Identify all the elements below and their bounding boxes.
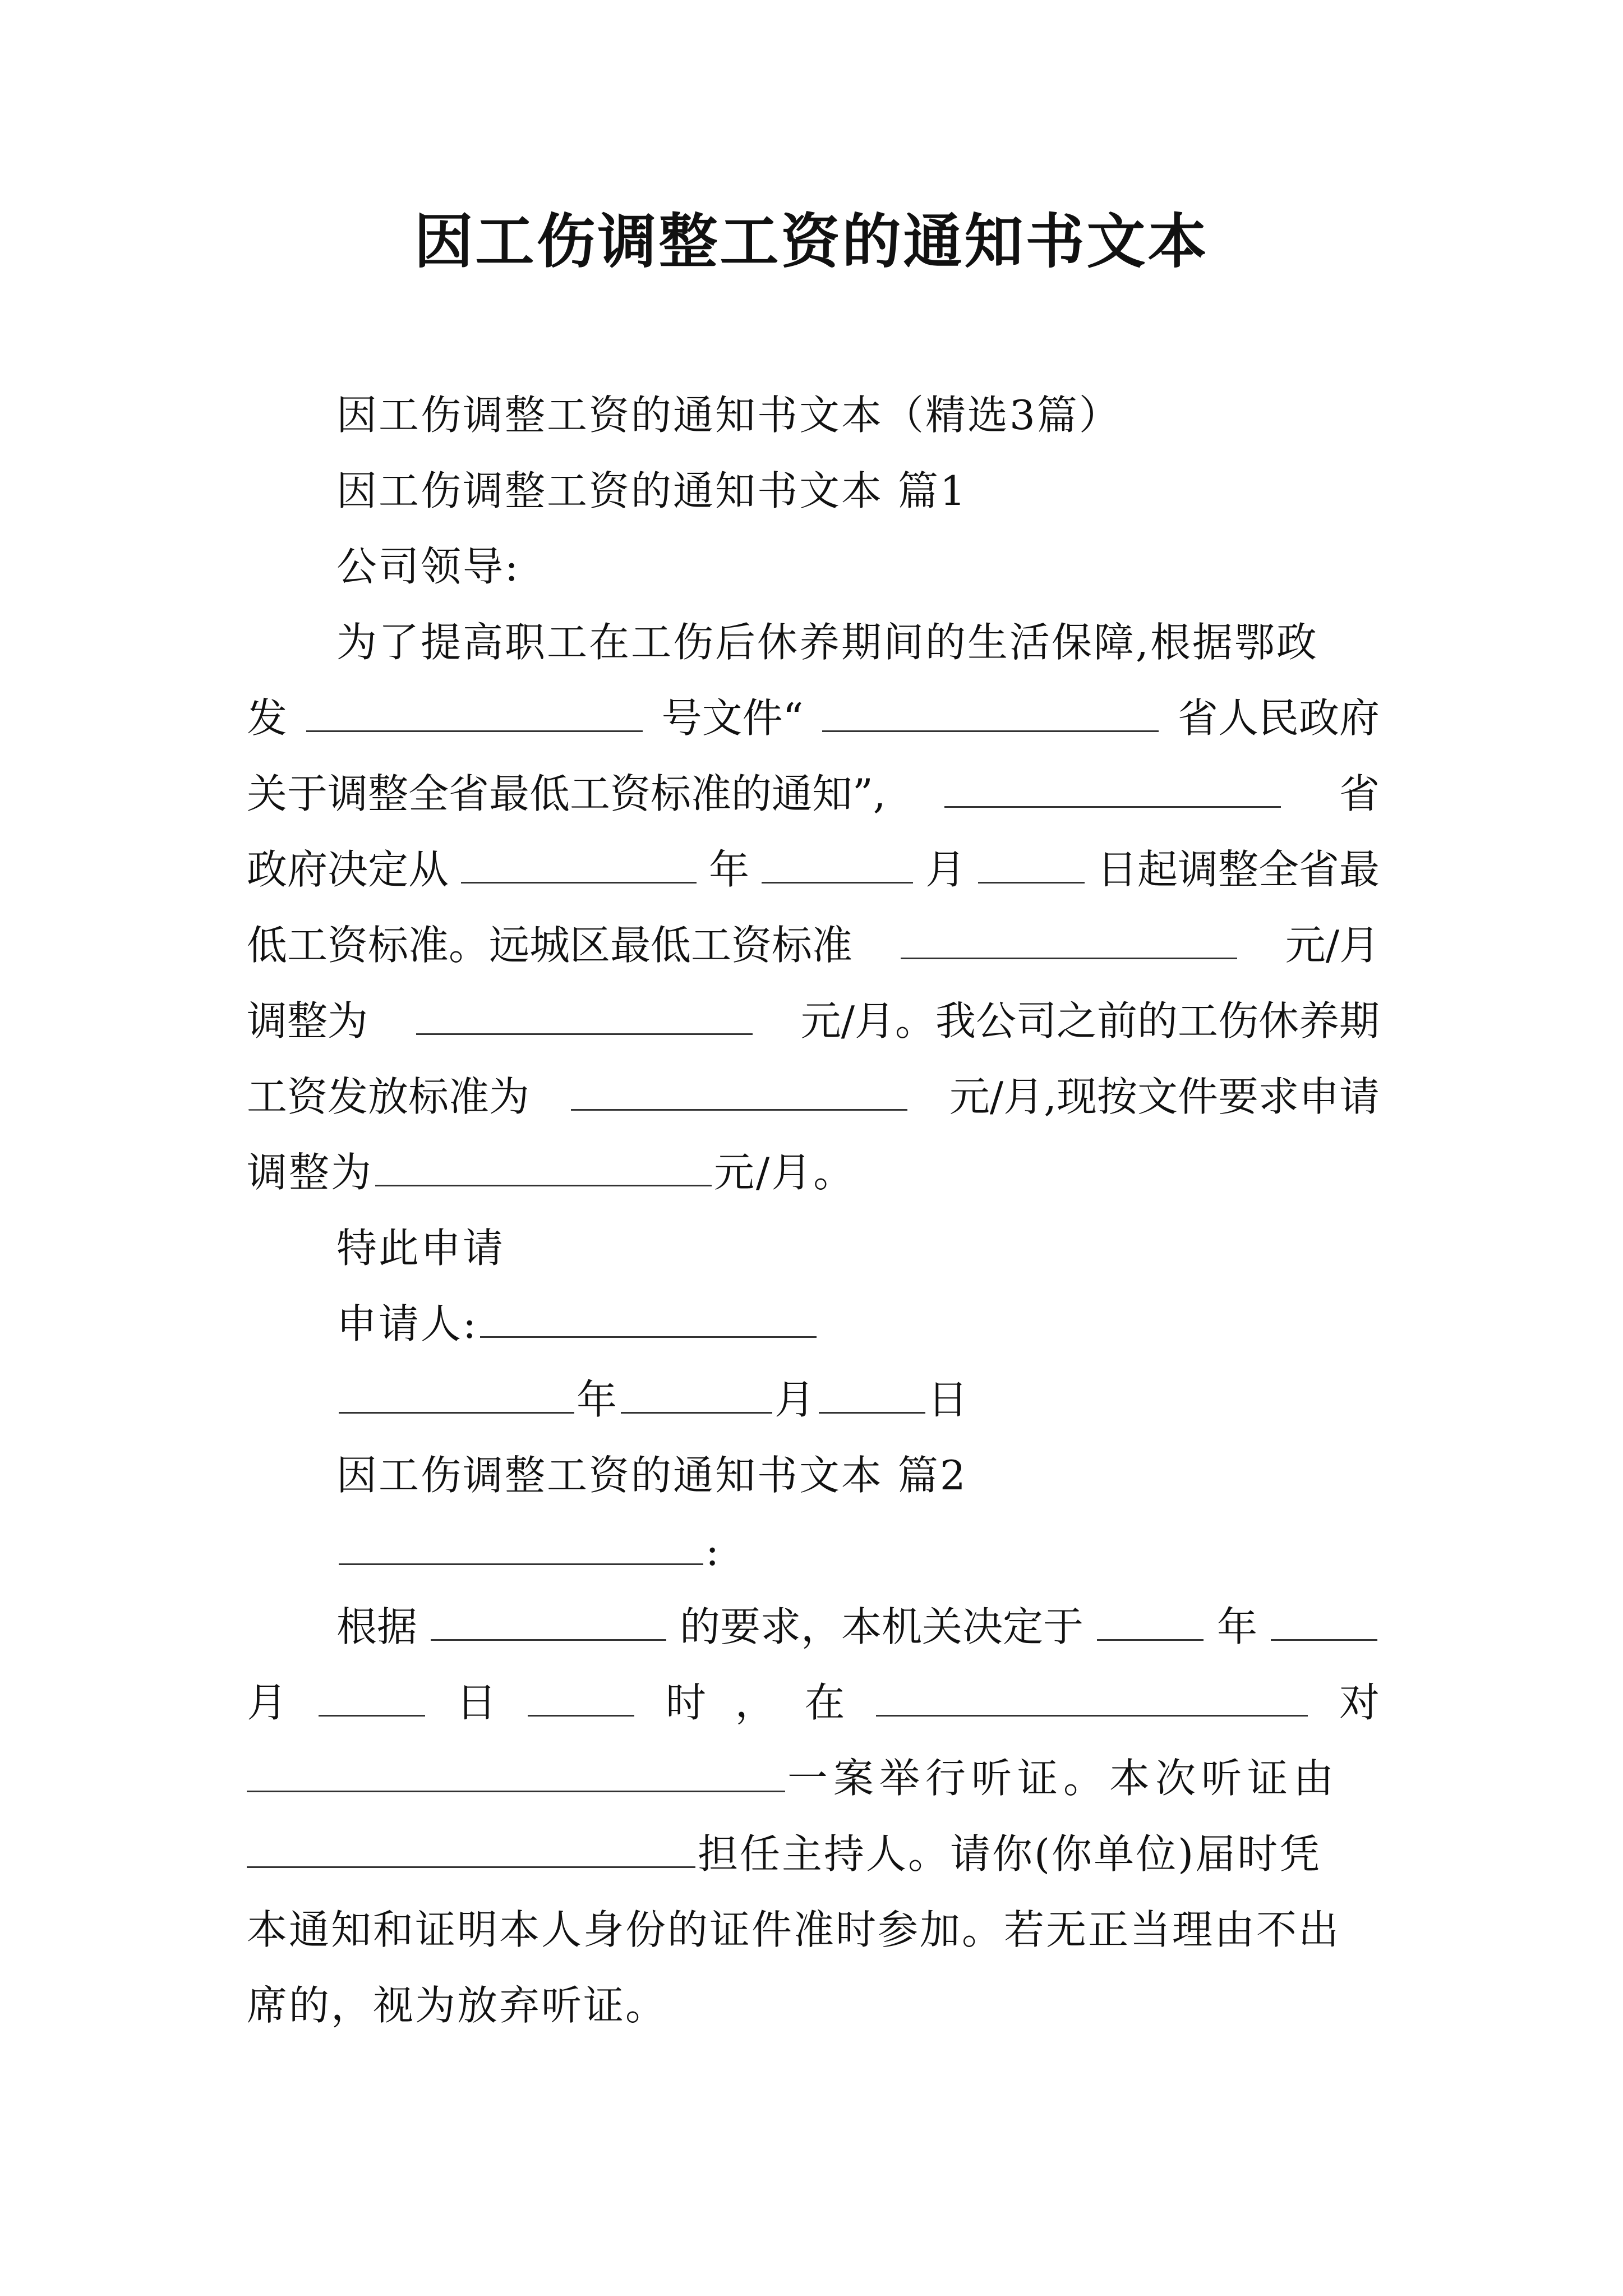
s1-body-line-8 — [247, 1144, 855, 1200]
text: 根据 — [336, 1603, 418, 1650]
day-blank — [819, 1373, 925, 1414]
blank-field — [416, 994, 753, 1035]
s2-body-line-2 — [247, 1674, 1380, 1731]
text: 一案举行听证。本次听证由 — [787, 1755, 1340, 1802]
blank-field — [431, 1600, 666, 1641]
addressee-blank — [339, 1524, 703, 1565]
blank-field — [247, 1827, 695, 1868]
blank-field — [306, 691, 643, 732]
addressee-line — [336, 1523, 721, 1579]
text: 日起调整全省最 — [1096, 846, 1380, 893]
day-label: 日 — [928, 1376, 970, 1423]
blank-field — [901, 918, 1237, 959]
blank-field — [978, 843, 1085, 884]
s1-body-line-3 — [247, 766, 1380, 822]
year-blank — [339, 1373, 574, 1414]
s1-body-line-1: 为了提高职工在工伤后休养期间的生活保障,根据鄂政 — [336, 619, 1318, 666]
month-blank — [621, 1373, 772, 1414]
month-label: 月 — [774, 1376, 817, 1423]
text: 省 — [1339, 770, 1380, 817]
blank-field — [375, 1145, 712, 1186]
text: 工资发放标准为 — [247, 1073, 530, 1120]
s1-body-line-7 — [247, 1069, 1380, 1125]
s2-body-line-5: 本通知和证明本人身份的证件准时参加。若无正当理由不出 — [247, 1906, 1341, 1953]
text: 低工资标准。远城区最低工资标准 — [247, 922, 853, 969]
text: 元/月 — [1285, 922, 1380, 969]
text: 元/月。 — [714, 1149, 856, 1196]
text: 在 — [804, 1679, 845, 1726]
text: 省人民政府 — [1177, 694, 1380, 742]
applicant-line — [336, 1296, 819, 1352]
blank-field — [822, 691, 1159, 732]
blank-field — [876, 1676, 1308, 1717]
blank-field — [528, 1676, 634, 1717]
text: 对 — [1339, 1679, 1380, 1726]
s2-body-line-1 — [336, 1599, 1380, 1655]
year-label: 年 — [577, 1376, 619, 1423]
blank-field — [571, 1070, 907, 1111]
text: 年 — [1216, 1603, 1257, 1650]
salutation: 公司领导: — [336, 543, 520, 590]
text: 发 — [247, 694, 288, 742]
colon: : — [706, 1527, 721, 1575]
document-subtitle: 因工伤调整工资的通知书文本（精选3篇） — [336, 392, 1121, 439]
blank-field — [1097, 1600, 1204, 1641]
blank-field — [762, 843, 913, 884]
s2-body-line-4 — [247, 1826, 1321, 1882]
blank-field — [461, 843, 697, 884]
text: ， — [735, 1679, 776, 1726]
text: 调整为 — [247, 997, 368, 1045]
closing-text: 特此申请 — [336, 1225, 505, 1272]
text: 政府决定从 — [247, 846, 449, 893]
text: 的要求，本机关决定于 — [679, 1603, 1083, 1650]
blank-field — [1271, 1600, 1377, 1641]
text: 担任主持人。请你(你单位)届时凭 — [698, 1830, 1322, 1878]
s1-body-line-5 — [247, 917, 1380, 973]
s1-body-line-6 — [247, 993, 1380, 1049]
s2-body-line-6: 席的，视为放弃听证。 — [247, 1982, 668, 2029]
applicant-label: 申请人: — [336, 1300, 478, 1347]
s2-body-line-3 — [247, 1750, 1339, 1806]
section1-heading: 因工伤调整工资的通知书文本 篇1 — [336, 467, 967, 514]
text: 月 — [925, 846, 966, 893]
blank-field — [247, 1751, 785, 1792]
s1-body-line-4 — [247, 841, 1380, 898]
text: 关于调整全省最低工资标准的通知”, — [247, 770, 886, 817]
section2-heading: 因工伤调整工资的通知书文本 篇2 — [336, 1452, 967, 1499]
text: 号文件“ — [661, 694, 804, 742]
text: 调整为 — [247, 1149, 374, 1196]
text: 元/月,现按文件要求申请 — [949, 1073, 1380, 1120]
document-title: 因工伤调整工资的通知书文本 — [414, 206, 1209, 276]
date-line — [336, 1372, 970, 1428]
text: 元/月。我公司之前的工伤休养期 — [800, 997, 1380, 1045]
blank-field — [319, 1676, 425, 1717]
text: 月 — [247, 1679, 288, 1726]
blank-field — [944, 767, 1281, 808]
applicant-blank — [480, 1297, 817, 1338]
text: 日 — [456, 1679, 497, 1726]
text: 年 — [708, 846, 749, 893]
s1-body-line-2 — [247, 690, 1380, 746]
text: 时 — [665, 1679, 706, 1726]
